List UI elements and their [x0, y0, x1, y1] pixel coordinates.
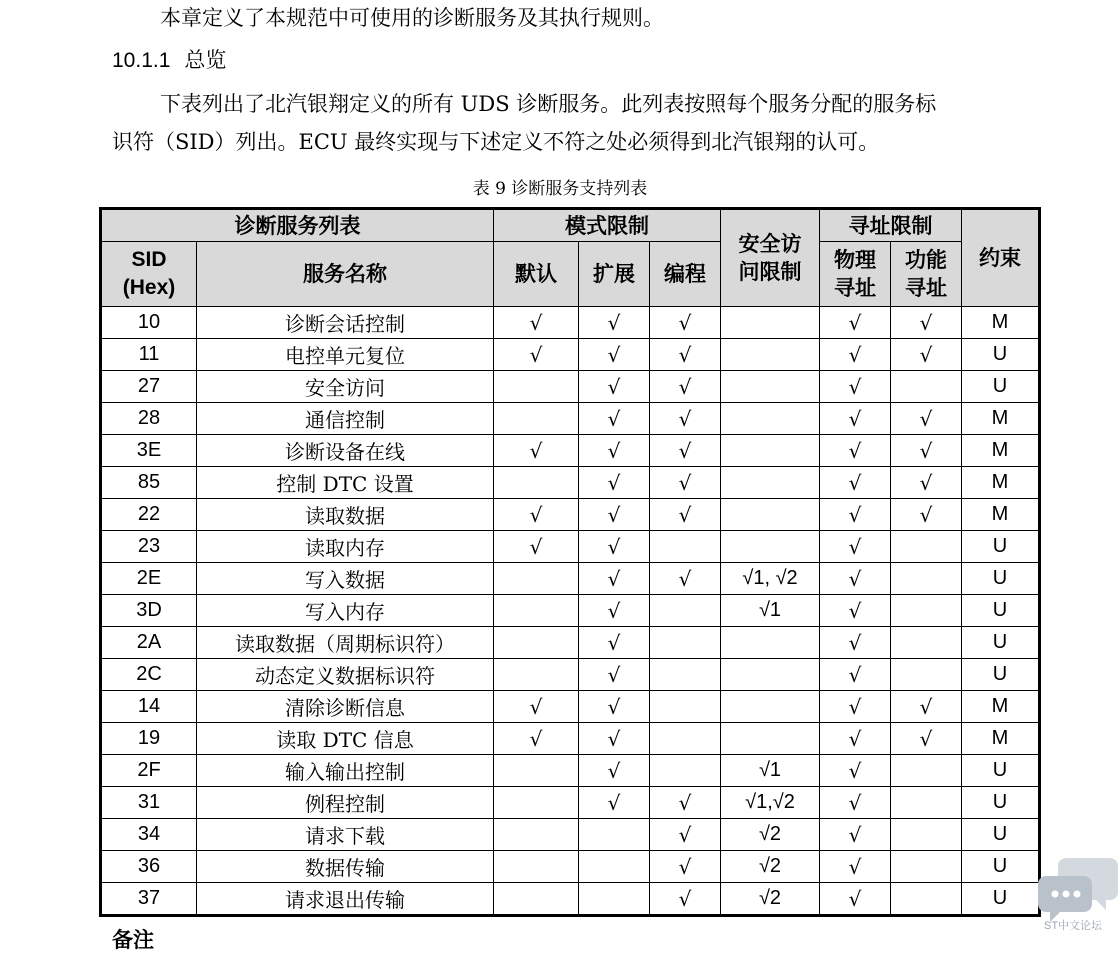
mode-default-cell [494, 595, 579, 627]
address-physical-cell: √ [820, 691, 891, 723]
address-physical-cell: √ [820, 467, 891, 499]
address-functional-cell: √ [891, 339, 962, 371]
mode-default-cell: √ [494, 691, 579, 723]
address-functional-cell [891, 819, 962, 851]
mode-default-cell: √ [494, 531, 579, 563]
table-row [101, 851, 1040, 883]
security-access-cell: √2 [721, 819, 820, 851]
address-physical-cell: √ [820, 787, 891, 819]
constraint-cell: M [962, 403, 1040, 435]
table-row [101, 435, 1040, 467]
mode-extended-cell: √ [579, 787, 650, 819]
constraint-cell: U [962, 371, 1040, 403]
table-caption: 表 9 诊断服务支持列表 [472, 179, 648, 199]
mode-default-cell [494, 851, 579, 883]
mode-programming-cell: √ [650, 467, 721, 499]
table-row [101, 723, 1040, 755]
mode-default-cell: √ [494, 499, 579, 531]
mode-default-cell: √ [494, 723, 579, 755]
address-functional-cell [891, 531, 962, 563]
table-row [101, 307, 1040, 339]
security-access-cell: √1,√2 [721, 787, 820, 819]
security-access-cell: √1 [721, 595, 820, 627]
service-name-cell: 读取数据（周期标识符） [197, 627, 494, 659]
address-functional-cell: √ [891, 723, 962, 755]
sid-cell: 3D [101, 595, 197, 627]
address-functional-cell: √ [891, 403, 962, 435]
watermark-text: ST中文论坛 [1044, 920, 1103, 932]
mode-programming-cell [650, 691, 721, 723]
mode-extended-cell: √ [579, 627, 650, 659]
security-access-cell [721, 659, 820, 691]
mode-programming-cell: √ [650, 787, 721, 819]
address-physical-cell: √ [820, 851, 891, 883]
mode-extended-cell: √ [579, 723, 650, 755]
address-functional-cell [891, 883, 962, 916]
address-functional-cell [891, 755, 962, 787]
header-security-access [721, 209, 820, 307]
security-access-cell: √2 [721, 883, 820, 916]
service-name-cell: 电控单元复位 [197, 339, 494, 371]
mode-default-cell [494, 755, 579, 787]
service-name-cell: 清除诊断信息 [197, 691, 494, 723]
sid-cell: 2A [101, 627, 197, 659]
service-name-cell: 请求下载 [197, 819, 494, 851]
constraint-cell: M [962, 499, 1040, 531]
sid-cell: 14 [101, 691, 197, 723]
service-name-cell: 读取内存 [197, 531, 494, 563]
sid-cell: 2F [101, 755, 197, 787]
address-functional-cell: √ [891, 499, 962, 531]
mode-programming-cell: √ [650, 371, 721, 403]
table-row [101, 659, 1040, 691]
table-row [101, 819, 1040, 851]
mode-programming-cell: √ [650, 307, 721, 339]
mode-default-cell [494, 787, 579, 819]
address-functional-cell [891, 371, 962, 403]
service-name-cell: 动态定义数据标识符 [197, 659, 494, 691]
address-functional-cell: √ [891, 691, 962, 723]
constraint-cell: U [962, 563, 1040, 595]
security-access-cell [721, 467, 820, 499]
paragraph-line-2: 识符（SID）列出。ECU 最终实现与下述定义不符之处必须得到北汽银翔的认可。 [112, 130, 880, 154]
address-physical-cell: √ [820, 883, 891, 916]
header-sid-label: SID (Hex) [122, 248, 176, 299]
security-access-cell: √1, √2 [721, 563, 820, 595]
mode-extended-cell: √ [579, 307, 650, 339]
security-access-cell [721, 403, 820, 435]
notes-label: 备注 [112, 927, 154, 952]
address-functional-cell: √ [891, 307, 962, 339]
sid-cell: 10 [101, 307, 197, 339]
mode-default-cell [494, 627, 579, 659]
sid-cell: 3E [101, 435, 197, 467]
mode-extended-cell: √ [579, 563, 650, 595]
service-name-cell: 写入内存 [197, 595, 494, 627]
mode-programming-cell: √ [650, 339, 721, 371]
sid-cell: 28 [101, 403, 197, 435]
sid-cell: 31 [101, 787, 197, 819]
security-access-cell [721, 435, 820, 467]
constraint-cell: U [962, 819, 1040, 851]
address-physical-cell: √ [820, 627, 891, 659]
service-name-cell: 读取数据 [197, 499, 494, 531]
table-row [101, 627, 1040, 659]
address-functional-cell: √ [891, 435, 962, 467]
mode-default-cell: √ [494, 307, 579, 339]
constraint-cell: M [962, 723, 1040, 755]
paragraph-line-1: 下表列出了北汽银翔定义的所有 UDS 诊断服务。此列表按照每个服务分配的服务标 [160, 92, 937, 116]
header-physical [820, 242, 891, 307]
mode-programming-cell: √ [650, 499, 721, 531]
sid-cell: 2C [101, 659, 197, 691]
constraint-cell: U [962, 627, 1040, 659]
constraint-cell: M [962, 307, 1040, 339]
header-constraint: 约束 [962, 209, 1040, 307]
mode-programming-cell [650, 531, 721, 563]
mode-extended-cell: √ [579, 467, 650, 499]
mode-extended-cell: √ [579, 499, 650, 531]
constraint-cell: U [962, 531, 1040, 563]
table-row [101, 371, 1040, 403]
service-name-cell: 诊断设备在线 [197, 435, 494, 467]
address-functional-cell [891, 851, 962, 883]
mode-default-cell [494, 659, 579, 691]
chat-bubble-front [1038, 876, 1092, 922]
mode-programming-cell [650, 627, 721, 659]
mode-programming-cell: √ [650, 403, 721, 435]
security-access-cell: √2 [721, 851, 820, 883]
security-access-cell [721, 499, 820, 531]
address-physical-cell: √ [820, 819, 891, 851]
header-functional-label: 功能寻址 [905, 247, 948, 300]
mode-default-cell [494, 467, 579, 499]
address-physical-cell: √ [820, 531, 891, 563]
table-row [101, 755, 1040, 787]
constraint-cell: U [962, 787, 1040, 819]
constraint-cell: M [962, 467, 1040, 499]
mode-default-cell: √ [494, 435, 579, 467]
address-physical-cell: √ [820, 755, 891, 787]
sid-cell: 22 [101, 499, 197, 531]
mode-programming-cell [650, 755, 721, 787]
header-security-access-label: 安全访问限制 [738, 231, 802, 284]
mode-programming-cell: √ [650, 819, 721, 851]
constraint-cell: M [962, 435, 1040, 467]
mode-extended-cell: √ [579, 659, 650, 691]
header-mode-limit: 模式限制 [494, 209, 721, 242]
section-heading [112, 44, 226, 74]
table-row [101, 595, 1040, 627]
security-access-cell [721, 339, 820, 371]
mode-extended-cell: √ [579, 371, 650, 403]
table-row [101, 787, 1040, 819]
table-body [101, 307, 1040, 916]
constraint-cell: U [962, 659, 1040, 691]
section-title: 总览 [184, 48, 227, 72]
sid-cell: 11 [101, 339, 197, 371]
mode-extended-cell: √ [579, 691, 650, 723]
address-physical-cell: √ [820, 371, 891, 403]
mode-programming-cell: √ [650, 883, 721, 916]
address-physical-cell: √ [820, 339, 891, 371]
sid-cell: 27 [101, 371, 197, 403]
mode-programming-cell: √ [650, 851, 721, 883]
sid-cell: 34 [101, 819, 197, 851]
service-name-cell: 控制 DTC 设置 [197, 467, 494, 499]
table-row [101, 563, 1040, 595]
mode-default-cell [494, 819, 579, 851]
service-name-cell: 诊断会话控制 [197, 307, 494, 339]
address-physical-cell: √ [820, 499, 891, 531]
service-name-cell: 通信控制 [197, 403, 494, 435]
address-physical-cell: √ [820, 403, 891, 435]
security-access-cell [721, 307, 820, 339]
mode-programming-cell [650, 595, 721, 627]
constraint-cell: U [962, 755, 1040, 787]
service-name-cell: 读取 DTC 信息 [197, 723, 494, 755]
address-functional-cell [891, 563, 962, 595]
service-name-cell: 输入输出控制 [197, 755, 494, 787]
header-functional [891, 242, 962, 307]
mode-default-cell: √ [494, 339, 579, 371]
header-physical-label: 物理寻址 [834, 247, 877, 300]
mode-programming-cell [650, 723, 721, 755]
header-programming: 编程 [650, 242, 721, 307]
address-functional-cell [891, 659, 962, 691]
header-default: 默认 [494, 242, 579, 307]
constraint-cell: U [962, 851, 1040, 883]
address-functional-cell [891, 595, 962, 627]
address-functional-cell [891, 627, 962, 659]
mode-extended-cell [579, 819, 650, 851]
security-access-cell [721, 691, 820, 723]
table-row [101, 467, 1040, 499]
table-row [101, 883, 1040, 916]
security-access-cell: √1 [721, 755, 820, 787]
security-access-cell [721, 723, 820, 755]
service-name-cell: 请求退出传输 [197, 883, 494, 916]
mode-default-cell [494, 563, 579, 595]
constraint-cell: U [962, 595, 1040, 627]
sid-cell: 19 [101, 723, 197, 755]
constraint-cell: U [962, 339, 1040, 371]
table-row [101, 691, 1040, 723]
address-physical-cell: √ [820, 595, 891, 627]
mode-extended-cell [579, 851, 650, 883]
sid-cell: 23 [101, 531, 197, 563]
service-name-cell: 数据传输 [197, 851, 494, 883]
mode-programming-cell: √ [650, 563, 721, 595]
mode-programming-cell: √ [650, 435, 721, 467]
mode-default-cell [494, 403, 579, 435]
diagnostic-service-table [99, 207, 1041, 917]
security-access-cell [721, 371, 820, 403]
address-physical-cell: √ [820, 723, 891, 755]
address-functional-cell [891, 787, 962, 819]
header-extended: 扩展 [579, 242, 650, 307]
security-access-cell [721, 627, 820, 659]
sid-cell: 37 [101, 883, 197, 916]
mode-extended-cell: √ [579, 435, 650, 467]
header-service-list: 诊断服务列表 [101, 209, 494, 242]
address-functional-cell: √ [891, 467, 962, 499]
intro-text: 本章定义了本规范中可使用的诊断服务及其执行规则。 [160, 6, 664, 30]
header-service-name: 服务名称 [197, 242, 494, 307]
address-physical-cell: √ [820, 563, 891, 595]
constraint-cell: M [962, 691, 1040, 723]
address-physical-cell: √ [820, 659, 891, 691]
header-sid [101, 242, 197, 307]
mode-default-cell [494, 371, 579, 403]
service-name-cell: 安全访问 [197, 371, 494, 403]
mode-extended-cell: √ [579, 755, 650, 787]
service-name-cell: 例程控制 [197, 787, 494, 819]
address-physical-cell: √ [820, 435, 891, 467]
sid-cell: 2E [101, 563, 197, 595]
mode-extended-cell: √ [579, 531, 650, 563]
constraint-cell: U [962, 883, 1040, 916]
mode-extended-cell: √ [579, 595, 650, 627]
service-name-cell: 写入数据 [197, 563, 494, 595]
table-row [101, 531, 1040, 563]
sid-cell: 36 [101, 851, 197, 883]
mode-programming-cell [650, 659, 721, 691]
table-row [101, 339, 1040, 371]
security-access-cell [721, 531, 820, 563]
sid-cell: 85 [101, 467, 197, 499]
section-number: 10.1.1 [112, 49, 171, 72]
address-physical-cell: √ [820, 307, 891, 339]
table-row [101, 499, 1040, 531]
mode-default-cell [494, 883, 579, 916]
table-row [101, 403, 1040, 435]
mode-extended-cell: √ [579, 339, 650, 371]
mode-extended-cell: √ [579, 403, 650, 435]
mode-extended-cell [579, 883, 650, 916]
header-address-limit: 寻址限制 [820, 209, 962, 242]
